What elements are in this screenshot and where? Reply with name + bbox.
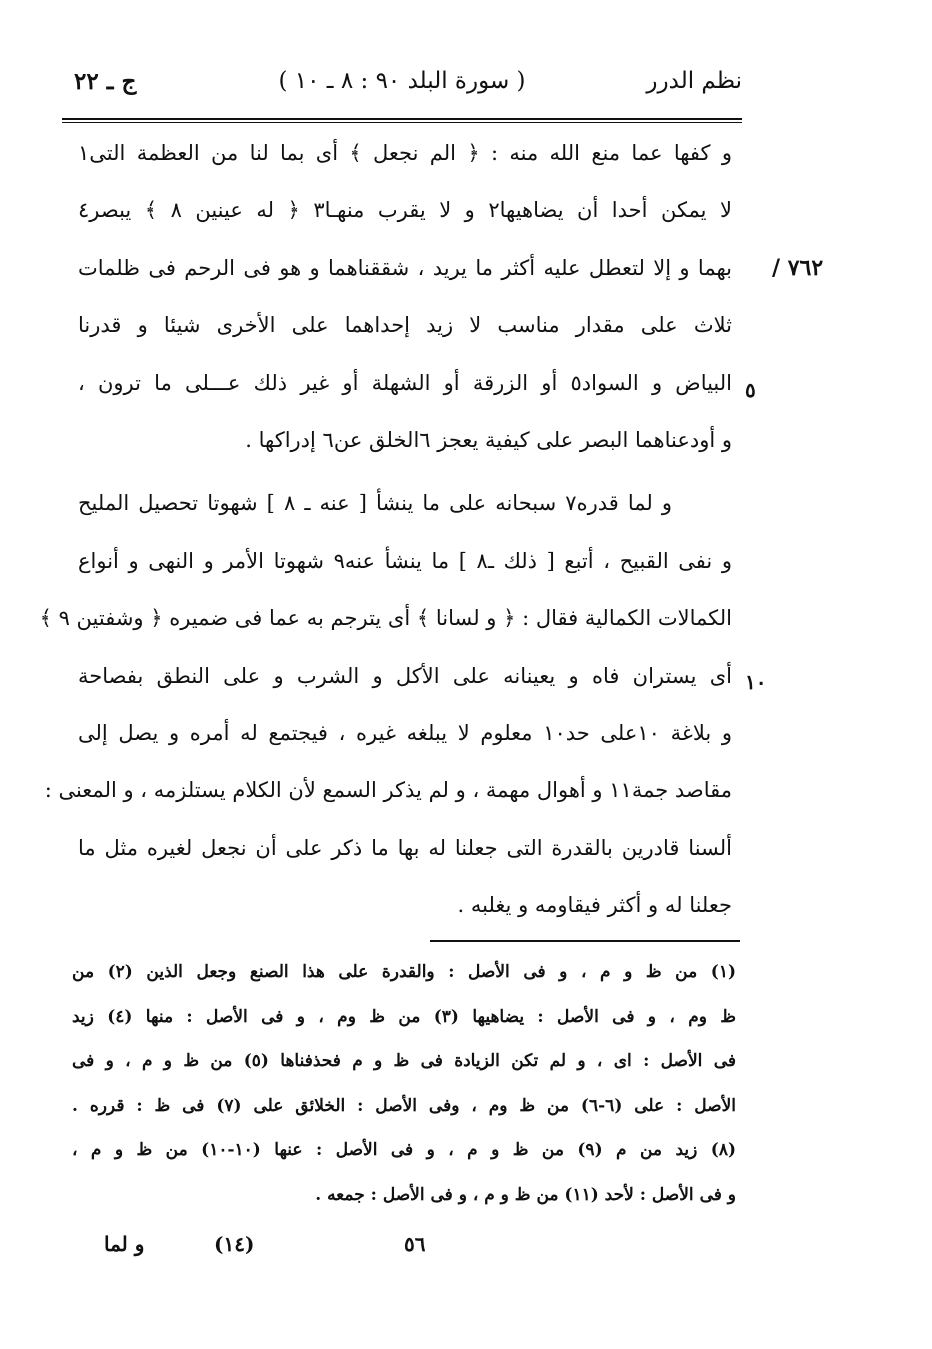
footnote-rule: [430, 940, 740, 942]
text-line: و نفى القبيح ، أتبع [ ذلك ـ٨ ] ما ينشأ عنه٩ شهوتا الأمر و النهى و أنواع: [78, 548, 732, 573]
book-title: نظم الدرر: [646, 68, 742, 94]
text-line: الكمالات الكمالية فقال : ﴿ و لسانا ﴾ أى يترجم به عما فى ضميره ﴿ وشفتين ٩ ﴾: [39, 606, 732, 631]
text-line: البياض و السواد٥ أو الزرقة أو الشهلة أو غير ذلك عـــلى ما ترون ،: [78, 370, 733, 395]
header-rule: [62, 118, 742, 120]
line-number-5: ٥: [745, 378, 756, 402]
footnote-line: الأصل : على (٦-٦) من ظ وم ، وفى الأصل : الخلائق على (٧) فى ظ : قرره .: [72, 1095, 736, 1116]
text-line: و أودعناهما البصر على كيفية يعجز ٦الخلق عن٦ إدراكها .: [245, 427, 732, 452]
text-line: مقاصد جمة١١ و أهوال مهمة ، و لم يذكر السمع لأن الكلام يستلزمه ، و المعنى :: [44, 778, 732, 803]
volume-number: ج ـ ٢٢: [74, 68, 137, 95]
running-header: [62, 66, 742, 106]
main-text: [39, 125, 733, 934]
text-line: لا يمكن أحدا أن يضاهيها٢ و لا يقرب منهـا٣ ﴿ له عينين ٨ ﴾ يبصر٤: [78, 198, 732, 223]
footnote-line: (١) من ظ و م ، و فى الأصل : والقدرة على هذا الصنع وجعل الذين (٢) من: [72, 962, 736, 982]
surah-reference: ( سورة البلد ٩٠ : ٨ ـ ١٠ ): [278, 68, 526, 94]
footnotes: [72, 950, 736, 1217]
text-line: بهما و إلا لتعطل عليه أكثر ما يريد ، شققناهما و هو فى الرحم فى ظلمات: [78, 255, 732, 280]
line-number-10: ١٠: [745, 670, 767, 694]
page-number: ٥٦: [404, 1232, 426, 1256]
text-line: جعلنا له و أكثر فيقاومه و يغلبه .: [457, 893, 732, 918]
text-line: و كفها عما منع الله منه : ﴿ الم نجعل ﴾ أى بما لنا من العظمة التى١: [78, 141, 732, 165]
footnote-line: (٨) زيد من م (٩) من ظ و م ، و فى الأصل : عنها (١٠-١٠) من ظ و م ،: [72, 1140, 736, 1160]
footnote-line: فى الأصل : اى ، و لم تكن الزيادة فى ظ و م فحذفناها (٥) من ظ و م ، و فى: [72, 1051, 736, 1071]
signature-mark: (١٤): [214, 1232, 255, 1256]
catchword: و لما: [104, 1232, 145, 1256]
text-line: ألسنا قادرين بالقدرة التى جعلنا له بها ما ذكر على أن نجعل لغيره مثل ما: [78, 835, 732, 860]
footnote-line: ظ وم ، و فى الأصل : يضاهيها (٣) من ظ وم ، و فى الأصل : منها (٤) زيد: [72, 1006, 737, 1027]
manuscript-page-reference: ٧٦٢ /: [772, 255, 824, 281]
header-rule-thin: [62, 122, 742, 123]
text-line: أى يستران فاه و يعينانه على الأكل و الشرب و على النطق بفصاحة: [78, 663, 732, 688]
text-line: و لما قدره٧ سبحانه على ما ينشأ [ عنه ـ ٨ ] شهوتا تحصيل المليح: [78, 491, 673, 516]
footnote-line: و فى الأصل : لأحد (١١) من ظ و م ، و فى الأصل : جمعه .: [315, 1184, 736, 1205]
text-line: و بلاغة ١٠على حد١٠ معلوم لا يبلغه غيره ، فيجتمع له أمره و يصل إلى: [78, 720, 732, 745]
text-line: ثلاث على مقدار مناسب لا زيد إحداهما على الأخرى شيئا و قدرنا: [78, 313, 732, 338]
